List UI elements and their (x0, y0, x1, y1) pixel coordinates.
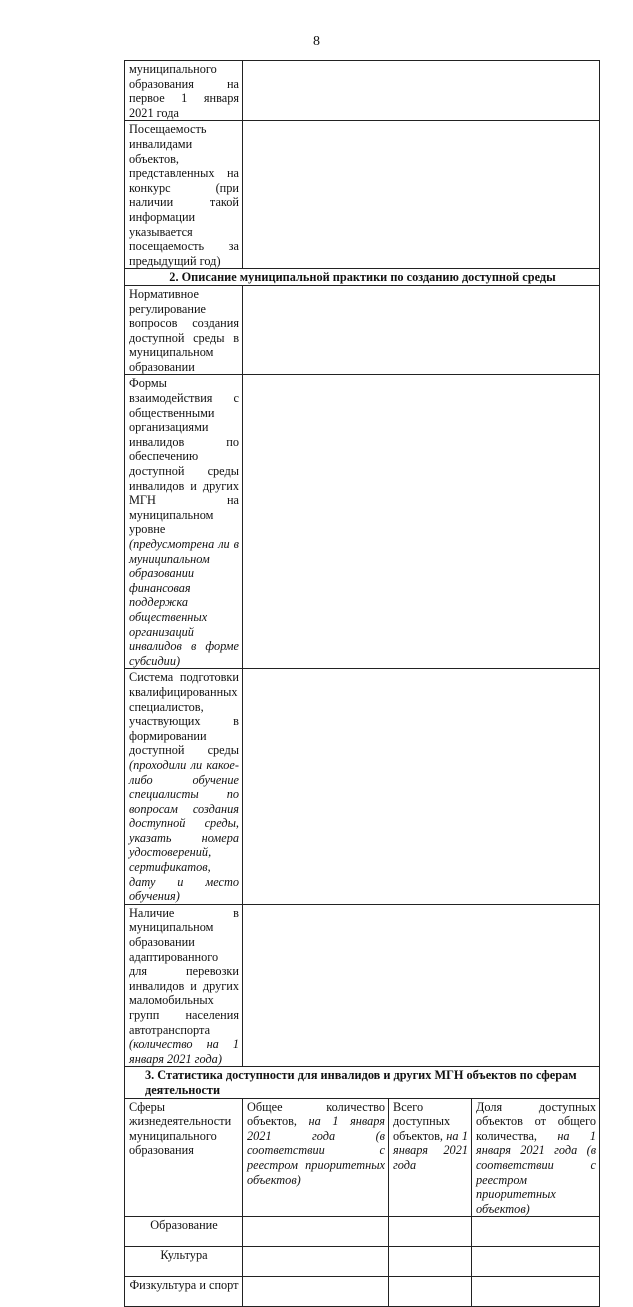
row-value-cell[interactable] (243, 121, 600, 269)
row-label-cell (125, 121, 243, 269)
row-label-cell (125, 61, 243, 121)
table-row (125, 1217, 600, 1247)
table-row (125, 375, 600, 669)
row-note: (проходили ли какое-либо обучение специалисты по вопросам создания доступной среды, указать номера удостоверений, сертификатов, дату и место обучения) (129, 757, 239, 904)
section-heading-row (125, 269, 600, 286)
table-row (125, 904, 600, 1067)
table-row (125, 1247, 600, 1277)
column-header-sphere: Сферы жизнедеятельности муниципального образования (125, 1098, 243, 1217)
row-note: (предусмотрена ли в муниципальном образовании финансовая поддержка общественных организаций инвалидов в форме субсидии) (129, 537, 239, 668)
row-value-cell[interactable] (243, 61, 600, 121)
section-2-title: 2. Описание муниципальной практики по созданию доступной среды (125, 269, 600, 286)
accessible-cell[interactable] (389, 1217, 472, 1247)
row-label-cell (125, 669, 243, 905)
row-value-cell[interactable] (243, 904, 600, 1067)
row-value-cell[interactable] (243, 669, 600, 905)
row-note: (количество на 1 января 2021 года) (129, 1037, 239, 1066)
total-cell[interactable] (243, 1217, 389, 1247)
total-cell[interactable] (243, 1277, 389, 1307)
row-label-cell (125, 904, 243, 1067)
section-heading-row (125, 1067, 600, 1098)
table-row (125, 669, 600, 905)
row-label: Формы взаимодействия с общественными организациями инвалидов по обеспечению доступной среды инвалидов и других МГН на муниципальном уровне (129, 376, 239, 537)
row-label: муниципального образования на первое 1 января 2021 года (129, 62, 239, 120)
column-header-accessible: Всего доступных объектов, на 1 января 2021 года (389, 1098, 472, 1217)
table-header-row (125, 1098, 600, 1217)
row-value-cell[interactable] (243, 375, 600, 669)
row-label: Система подготовки квалифицированных специалистов, участвующих в формировании доступной среды (129, 670, 239, 758)
sphere-cell: Образование (125, 1217, 243, 1247)
row-label: Наличие в муниципальном образовании адаптированного для перевозки инвалидов и других маломобильных групп населения автотранспорта (129, 905, 239, 1037)
column-header-total: Общее количество объектов, на 1 января 2021 года (в соответствии с реестром приоритетных объектов) (243, 1098, 389, 1217)
column-header-share: Доля доступных объектов от общего количества, на 1 января 2021 года (в соответствии с реестром приоритетных объектов) (472, 1098, 600, 1217)
share-cell[interactable] (472, 1247, 600, 1277)
table-row (125, 1277, 600, 1307)
row-value-cell[interactable] (243, 285, 600, 375)
accessible-cell[interactable] (389, 1277, 472, 1307)
table-row (125, 121, 600, 269)
row-label-cell (125, 375, 243, 669)
row-label: Нормативное регулирование вопросов создания доступной среды в муниципальном образовании (129, 286, 239, 374)
share-cell[interactable] (472, 1217, 600, 1247)
row-label-cell (125, 285, 243, 375)
table-row (125, 285, 600, 375)
page-number: 8 (313, 34, 320, 49)
sphere-cell: Культура (125, 1247, 243, 1277)
table-row (125, 61, 600, 121)
sphere-cell: Физкультура и спорт (125, 1277, 243, 1307)
row-label: Посещаемость инвалидами объектов, представленных на конкурс (при наличии такой информации указывается посещаемость за предыдущий год) (129, 122, 239, 268)
accessible-cell[interactable] (389, 1247, 472, 1277)
section-3-title: 3. Статистика доступности для инвалидов и других МГН объектов по сферам деятельности (125, 1067, 600, 1098)
share-cell[interactable] (472, 1277, 600, 1307)
municipal-practice-form-table (124, 60, 600, 1307)
total-cell[interactable] (243, 1247, 389, 1277)
